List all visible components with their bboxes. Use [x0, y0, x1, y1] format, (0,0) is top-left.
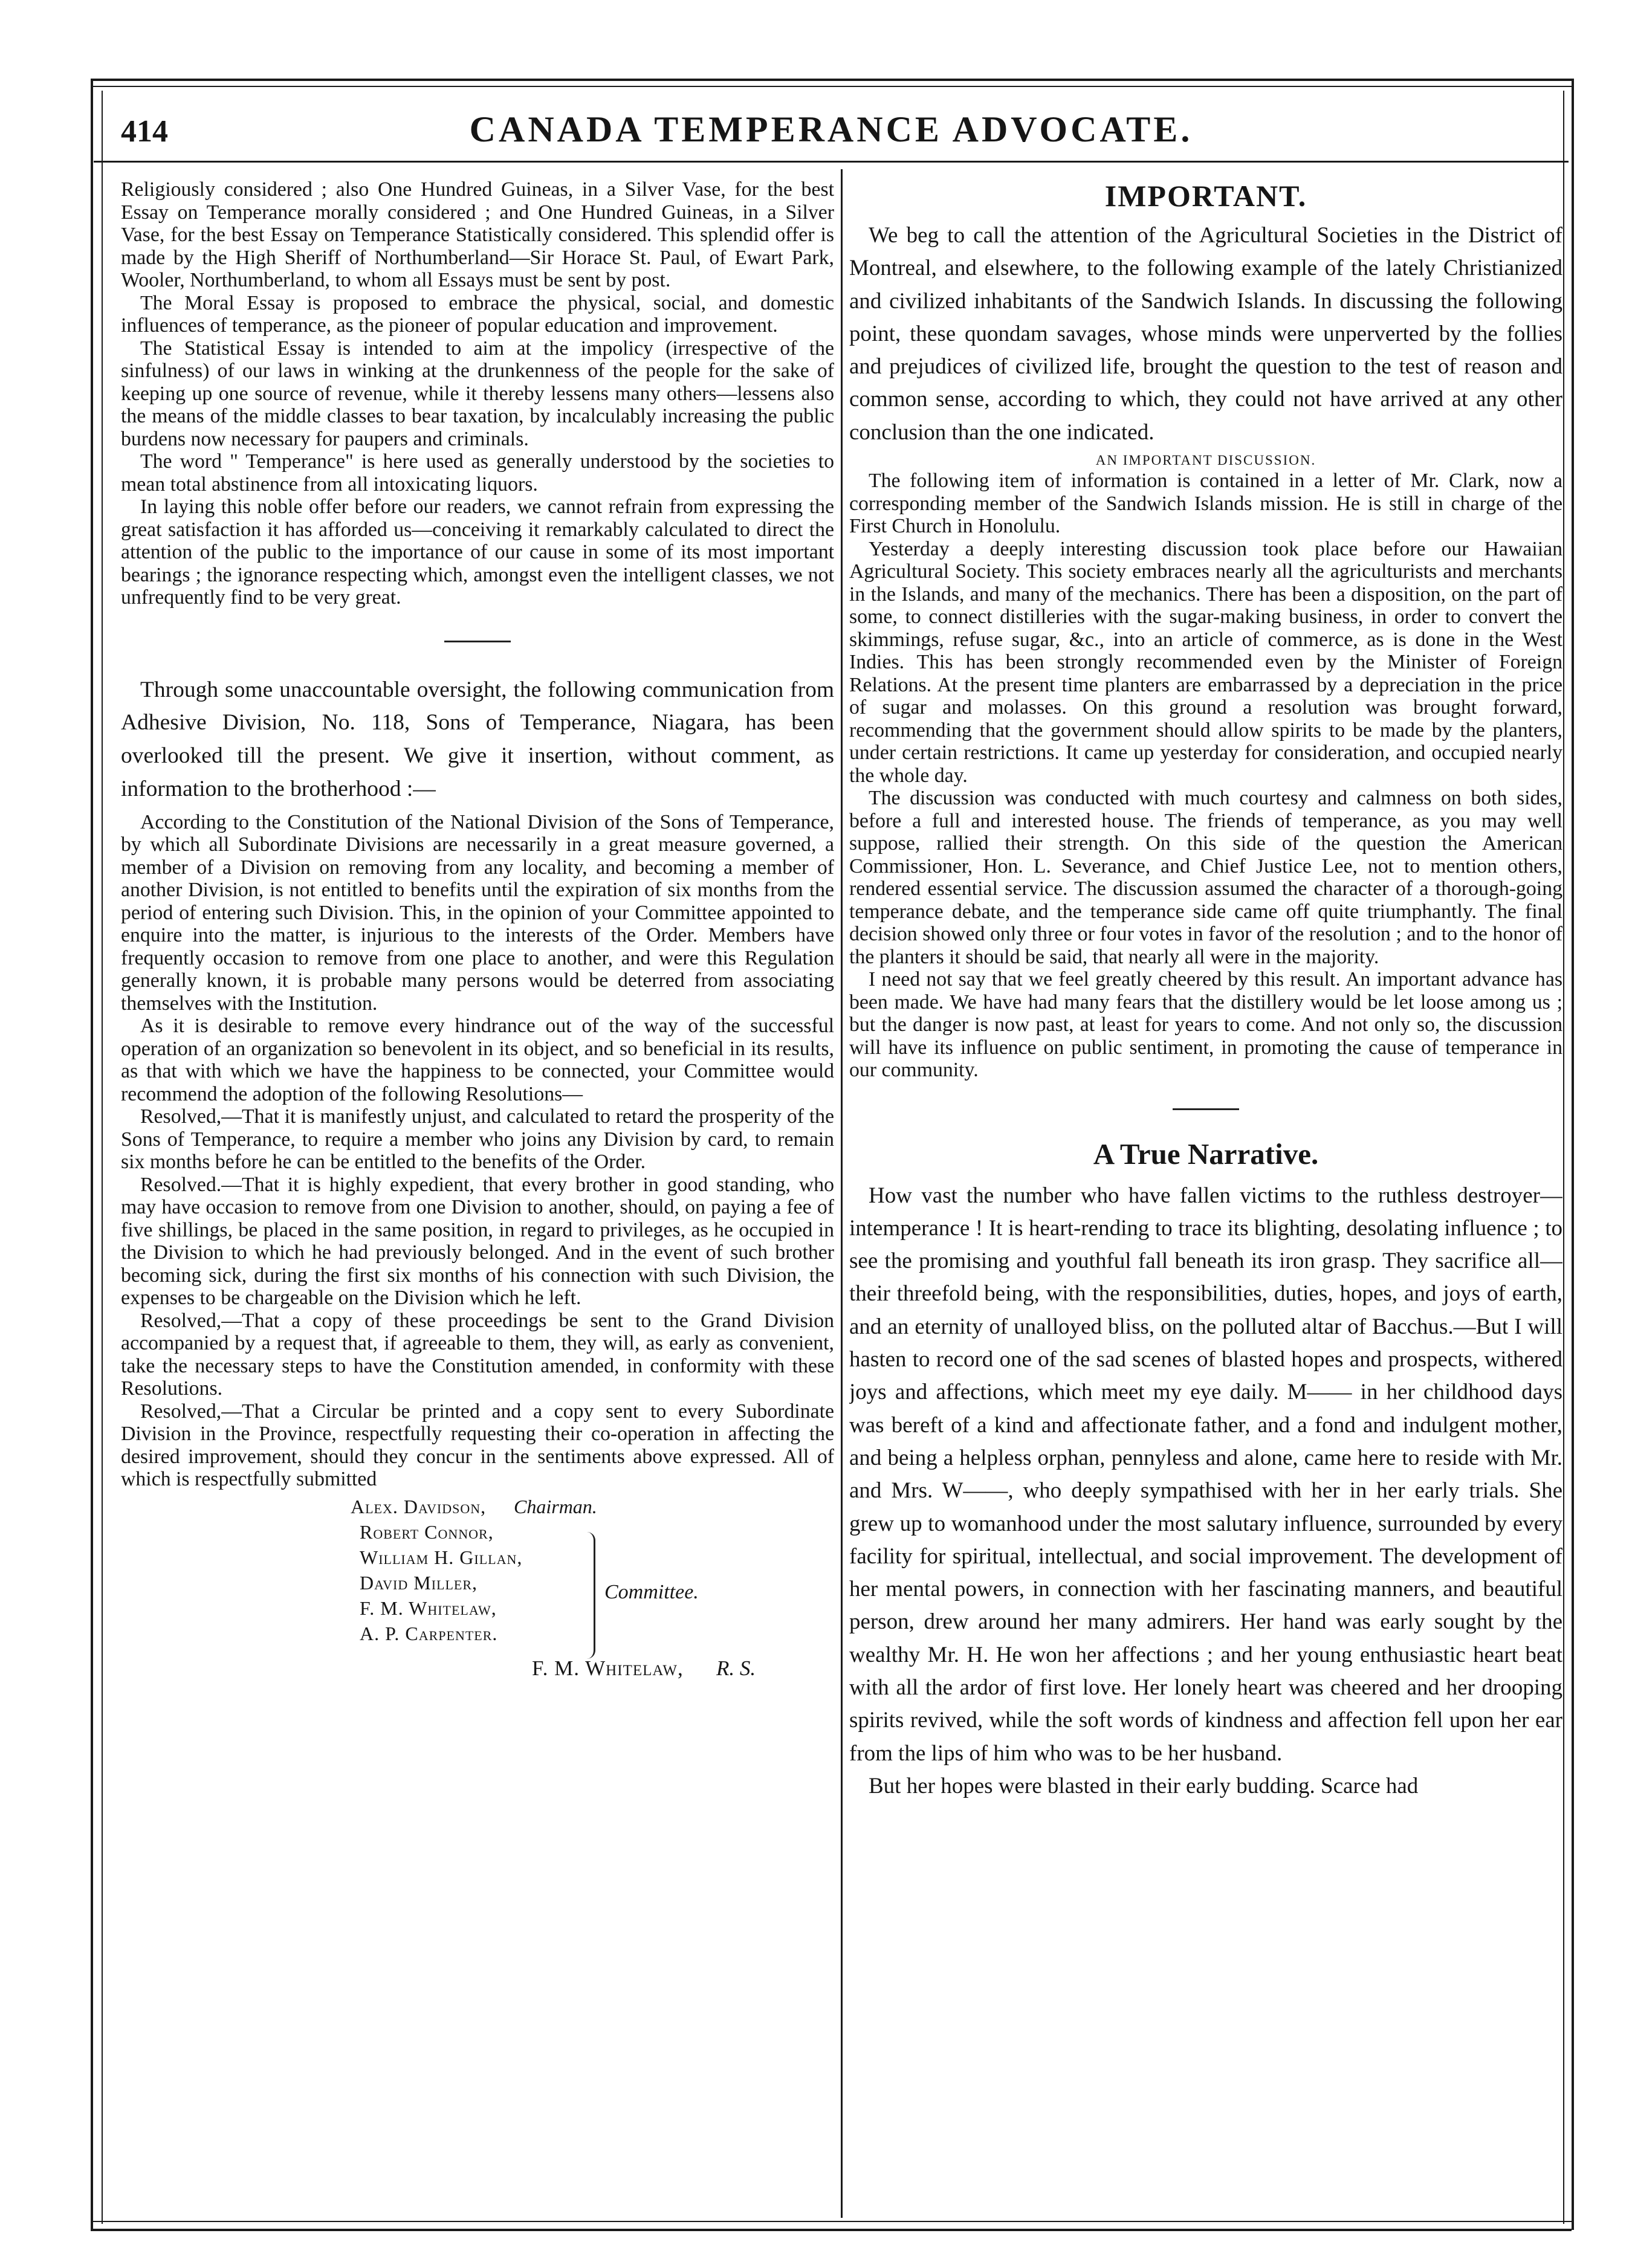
niagara-paragraph-2: As it is desirable to remove every hindrance out of the way of the successful operation of an organization so benevolent in its object, and so beneficial in its results, as that with which we have the happiness to be connected, your Committee would recommend the adoption of the following Resolutions— — [121, 1015, 834, 1105]
niagara-intro — [121, 674, 834, 806]
essays-paragraph-1: Religiously considered ; also One Hundred Guineas, in a Silver Vase, for the best Essay on Temperance morally considered ; and One Hundred Guineas, in a Silver Vase, for the best Essay on Temperance Statistically considered. This splendid offer is made by the High Sheriff of Northumberland—Sir Horace St. Paul, of Ewart Park, Wooler, Northumberland, to whom all Essays must be sent by post. — [121, 178, 834, 291]
committee-member: William H. Gillan, — [360, 1546, 523, 1568]
left-column — [121, 178, 834, 2197]
discussion-paragraph-1: The following item of information is contained in a letter of Mr. Clark, now a corresponding member of the Sandwich Islands mission. He is still in charge of the First Church in Honolulu. — [849, 470, 1562, 538]
narrative-article — [849, 1180, 1562, 1803]
discussion-paragraph-4: I need not say that we feel greatly cheered by this result. An important advance has been made. We have had many fears that the distillery would be let loose among us ; but the danger is now past, at least for years to come. And not only so, the discussion will have its influence on public sentiment, in promoting the cause of temperance in our community. — [849, 968, 1562, 1082]
running-header — [103, 91, 1559, 157]
page-number: 414 — [121, 114, 168, 149]
committee-member: A. P. Carpenter. — [360, 1622, 498, 1644]
narrative-paragraph-2: But her hopes were blasted in their early budding. Scarce had — [869, 1773, 1419, 1798]
header-underline — [94, 161, 1569, 163]
niagara-intro-paragraph: Through some unaccountable oversight, the following communication from Adhesive Division, No. 118, Sons of Temperance, Niagara, has been overlooked till the present. We give it insertion, without comment, as information to the brotherhood :— — [121, 677, 834, 801]
committee-label: Committee. — [604, 1580, 699, 1603]
chairman-name: Alex. Davidson, — [351, 1495, 487, 1517]
section-separator — [444, 641, 511, 642]
resolution-1: Resolved,—That it is manifestly unjust, and calculated to retard the prosperity of the Sons of Temperance, to require a member who joins any Division by card, to remain six months before he can be entitled to the benefits of the Order. — [121, 1105, 834, 1174]
essay-prize-notice — [121, 178, 834, 609]
discussion-subheading: AN IMPORTANT DISCUSSION. — [1095, 453, 1316, 468]
resolution-4: Resolved,—That a Circular be printed and a copy sent to every Subordinate Division in the Province, respectfully requesting their co-operation in affecting the desired improvement, should they concur in the sentiments above expressed. All of which is respectfully submitted — [121, 1400, 834, 1491]
discussion-article — [849, 470, 1562, 1082]
frame-right-inner — [1563, 91, 1564, 2224]
column-divider — [841, 169, 843, 2218]
important-intro — [849, 219, 1562, 449]
frame-left-inner — [102, 91, 103, 2224]
signature-block — [121, 1496, 834, 1701]
bottom-rule-outer — [91, 2229, 1572, 2231]
top-rule-outer — [91, 79, 1572, 81]
committee-member: F. M. Whitelaw, — [360, 1597, 497, 1619]
narrative-paragraph-1: How vast the number who have fallen victims to the ruthless destroyer—intemperance ! It is heart-rending to trace its blighting, desolating influence ; to see the promising and youthful fall beneath its iron grasp. They sacrifice all—their threefold being, with the responsibilities, duties, hopes, and joys of earth, and an eternity of unalloyed bliss, on the polluted altar of Bacchus.—But I will hasten to record one of the sad scenes of blasted hopes and prospects, withered joys and affections, which meet my eye daily. M—— in her childhood days was bereft of a kind and affectionate father, and a fond and indulgent mother, and being a helpless orphan, pennyless and alone, came here to reside with Mr. and Mrs. W——, who deeply sympathised with her in her early trials. She grew up to womanhood under the most salutary influence, surrounded by every facility for spiritual, intellectual, and social improvement. The development of her mental powers, in connection with her fascinating manners, and beautiful person, drew around her many admirers. Her hand was early sought by the wealthy Mr. H. He won her affections ; and her young enthusiastic heart beat with all the ardor of first love. Her lonely heart was cheered and her drooping spirits revived, while the soft words of kindness and affection fell upon her ear from the lips of him who was to be her husband. — [849, 1183, 1562, 1766]
recording-secretary-title: R. S. — [716, 1656, 756, 1680]
resolution-3: Resolved,—That a copy of these proceedings be sent to the Grand Division accompanied by a request that, if agreeable to them, they will, as early as convenient, take the necessary steps to have the Constitution amended, in conformity with these Resolutions. — [121, 1309, 834, 1400]
discussion-paragraph-2: Yesterday a deeply interesting discussion took place before our Hawaiian Agricultural Society. This society embraces nearly all the agriculturists and merchants in the Islands, and many of the mechanics. There has been a disposition, on the part of some, to connect distilleries with the sugar-making business, in order to convert the skimmings, refuse sugar, &c., into an article of commerce, as is done in the West Indies. This has been strongly recommended even by the Minister of Foreign Relations. At the present time planters are embarrassed by a depreciation in the price of sugar and molasses. On this ground a resolution was brought forward, recommending that the government should allow spirits to be made by the planters, under certain restrictions. It came up yesterday for consideration, and occupied nearly the whole day. — [849, 537, 1562, 787]
essays-paragraph-3: The Statistical Essay is intended to aim at the impolicy (irrespective of the sinfulness) of our laws in winking at the drunkenness of the people for the sake of keeping up one source of revenue, while it thereby lessens many others—lessens also the means of the middle classes to bear taxation, by incalculably increasing the public burdens now necessary for paupers and criminals. — [121, 337, 834, 450]
top-rule-inner — [91, 86, 1572, 87]
essays-paragraph-2: The Moral Essay is proposed to embrace the physical, social, and domestic influences of temperance, as the pioneer of popular education and improvement. — [121, 291, 834, 337]
niagara-paragraph-1: According to the Constitution of the National Division of the Sons of Temperance, by which all Subordinate Divisions are necessarily in a great measure governed, a member of a Division on removing from any locality, and becoming a member of another Division, is not entitled to benefits until the expiration of six months from the period of entering such Division. This, in the opinion of your Committee appointed to enquire into the matter, is injurious to the interests of the Order. Members have frequently occasion to remove from one place to another, and were this Regulation generally known, it is probable many persons would be deterred from associating themselves with the Institution. — [121, 810, 834, 1015]
section-separator — [1173, 1108, 1239, 1110]
recording-secretary-name: F. M. Whitelaw, — [532, 1656, 684, 1680]
essays-paragraph-4: The word " Temperance" is here used as generally understood by the societies to mean total abstinence from all intoxicating liquors. — [121, 450, 834, 496]
right-column — [849, 178, 1562, 2197]
chairman-title: Chairman. — [514, 1495, 597, 1517]
frame-right-outer — [1572, 79, 1574, 2230]
important-paragraph: We beg to call the attention of the Agricultural Societies in the District of Montreal, and elsewhere, to the following example of the lately Christianized and civilized inhabitants of the Sandwich Islands. In discussing the following point, these quondam savages, whose minds were unperverted by the follies and prejudices of civilized life, brought the question to the test of reason and common sense, according to which, they could not have arrived at any other conclusion than the one indicated. — [849, 223, 1562, 445]
important-heading: IMPORTANT. — [1104, 179, 1307, 213]
resolution-2: Resolved.—That it is highly expedient, that every brother in good standing, who may have occasion to remove from one Division to another, should, on paying a fee of five shillings, be placed in the same position, in regard to privileges, as he occupied in the Division to which he had previously belonged. And in the event of such brother becoming sick, during the first six months of his connection with such Division, the expenses to be chargeable on the Division which he left. — [121, 1173, 834, 1310]
niagara-communication — [121, 811, 834, 1491]
essays-paragraph-5: In laying this noble offer before our readers, we cannot refrain from expressing the great satisfaction it has afforded us—conceiving it remarkably calculated to direct the attention of the public to the importance of our cause in some of its most important bearings ; the ignorance respecting which, amongst even the intelligent classes, we not unfrequently find to be very great. — [121, 496, 834, 609]
frame-left-outer — [91, 79, 93, 2230]
bottom-rule-inner — [91, 2221, 1572, 2222]
committee-brace — [586, 1532, 595, 1659]
narrative-heading: A True Narrative. — [1093, 1137, 1319, 1171]
committee-member: Robert Connor, — [360, 1520, 494, 1543]
committee-member: David Miller, — [360, 1571, 478, 1594]
masthead-title: CANADA TEMPERANCE ADVOCATE. — [469, 109, 1193, 149]
discussion-paragraph-3: The discussion was conducted with much courtesy and calmness on both sides, before a full and interested house. The friends of temperance, as you may well suppose, rallied their strength. On this side of the question the American Commissioner, Hon. L. Severance, and Chief Justice Lee, not to mention others, rendered essential service. The discussion assumed the character of a thorough-going temperance debate, and the temperance side came off quite triumphantly. The final decision showed only three or four votes in favor of the resolution ; and to the honor of the planters it should be said, that nearly all were in the majority. — [849, 787, 1562, 968]
